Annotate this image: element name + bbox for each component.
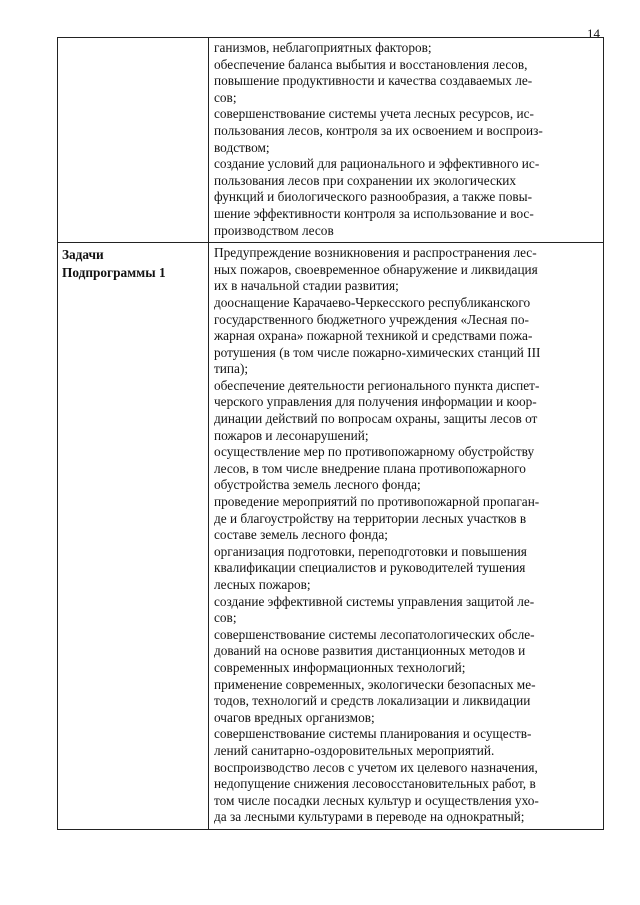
list-item — [214, 494, 598, 544]
text-line: да за лесными культурами в переводе на однократный; — [214, 809, 525, 825]
text-line: совершенствование системы планирования и осуществ- — [214, 726, 532, 742]
text-line: функций и биологического разнообразия, а также повы- — [214, 189, 533, 205]
text-line: шение эффективности контроля за использование и вос- — [214, 205, 534, 221]
list-item — [214, 726, 598, 759]
text-line: обеспечение деятельности регионального пункта диспет- — [214, 377, 540, 393]
table-row-continuation — [58, 38, 604, 243]
text-line: повышение продуктивности и качества создаваемых ле- — [214, 73, 533, 89]
text-line: очагов вредных организмов; — [214, 709, 375, 725]
tasks-content — [209, 243, 604, 830]
text-line: составе земель лесного фонда; — [214, 527, 388, 543]
text-line: воспроизводство лесов с учетом их целевого назначения, — [214, 759, 538, 775]
text-line: пользования лесов, контроля за их освоением и воспроиз- — [214, 122, 543, 138]
text-line: создание условий для рационального и эффективного ис- — [214, 156, 540, 172]
text-line: производством лесов — [214, 222, 334, 238]
text-line: недопущение снижения лесовосстановительных работ, в — [214, 776, 536, 792]
text-line: том числе посадки лесных культур и осуществления ухо- — [214, 792, 539, 808]
continuation-content — [209, 38, 604, 243]
list-item — [214, 156, 598, 239]
list-item — [214, 245, 598, 295]
text-line: дооснащение Карачаево-Черкесского республиканского — [214, 294, 531, 310]
text-line: типа); — [214, 361, 249, 377]
page-number: 14 — [587, 26, 600, 41]
table-row-tasks — [58, 243, 604, 830]
program-table — [57, 37, 604, 830]
text-line: совершенствование системы лесопатологических обсле- — [214, 626, 535, 642]
list-item — [214, 378, 598, 444]
text-line: лений санитарно-оздоровительных мероприятий. — [214, 742, 495, 758]
text-line: современных информационных технологий; — [214, 659, 466, 675]
text-line: обустройства земель лесного фонда; — [214, 477, 421, 493]
text-line: ганизмов, неблагоприятных факторов; — [214, 40, 432, 55]
list-item — [214, 106, 598, 156]
tasks-label-line: Задачи — [62, 247, 104, 263]
text-line: жарная охрана» пожарной техникой и средствами пожа- — [214, 328, 533, 344]
text-line: государственного бюджетного учреждения «Лесная по- — [214, 311, 529, 327]
list-item — [214, 594, 598, 627]
list-item — [214, 627, 598, 677]
list-item — [214, 760, 598, 826]
text-line: организация подготовки, переподготовки и повышения — [214, 543, 527, 559]
list-item — [214, 677, 598, 727]
list-item — [214, 444, 598, 494]
text-line: проведение мероприятий по противопожарной пропаган- — [214, 494, 540, 510]
tasks-label-line: Подпрограммы 1 — [62, 264, 166, 280]
text-line: дований на основе развития дистанционных методов и — [214, 643, 526, 659]
text-line: осуществление мер по противопожарному обустройству — [214, 444, 535, 460]
list-item — [214, 544, 598, 594]
text-line: их в начальной стадии развития; — [214, 278, 399, 294]
text-line: динации действий по вопросам охраны, защиты лесов от — [214, 411, 538, 427]
text-line: водством; — [214, 139, 270, 155]
text-line: обеспечение баланса выбытия и восстановления лесов, — [214, 56, 528, 72]
text-line: пожаров и лесонарушений; — [214, 427, 369, 443]
tasks-paragraphs — [214, 245, 598, 826]
text-line: черского управления для получения информации и коор- — [214, 394, 537, 410]
text-line: совершенствование системы учета лесных ресурсов, ис- — [214, 106, 534, 122]
text-line: создание эффективной системы управления защитой ле- — [214, 593, 535, 609]
text-line: сов; — [214, 89, 237, 105]
text-line: ных пожаров, своевременное обнаружение и ликвидация — [214, 261, 538, 277]
text-line: лесных пожаров; — [214, 577, 311, 592]
text-line: применение современных, экологически безопасных ме- — [214, 676, 536, 692]
continuation-paragraphs — [214, 40, 598, 239]
tasks-label — [58, 243, 209, 830]
text-line: квалификации специалистов и руководителей тушения — [214, 560, 526, 576]
text-line: тодов, технологий и средств локализации и ликвидации — [214, 693, 531, 709]
text-line: Предупреждение возникновения и распространения лес- — [214, 245, 537, 261]
text-line: пользования лесов при сохранении их экологических — [214, 172, 517, 188]
list-item — [214, 40, 598, 57]
row-label-empty — [58, 38, 209, 243]
list-item — [214, 295, 598, 378]
text-line: ротушения (в том числе пожарно-химических станций III — [214, 344, 541, 360]
list-item — [214, 57, 598, 107]
text-line: сов; — [214, 610, 237, 626]
text-line: де и благоустройству на территории лесных участков в — [214, 510, 527, 526]
text-line: лесов, в том числе внедрение плана противопожарного — [214, 460, 526, 476]
